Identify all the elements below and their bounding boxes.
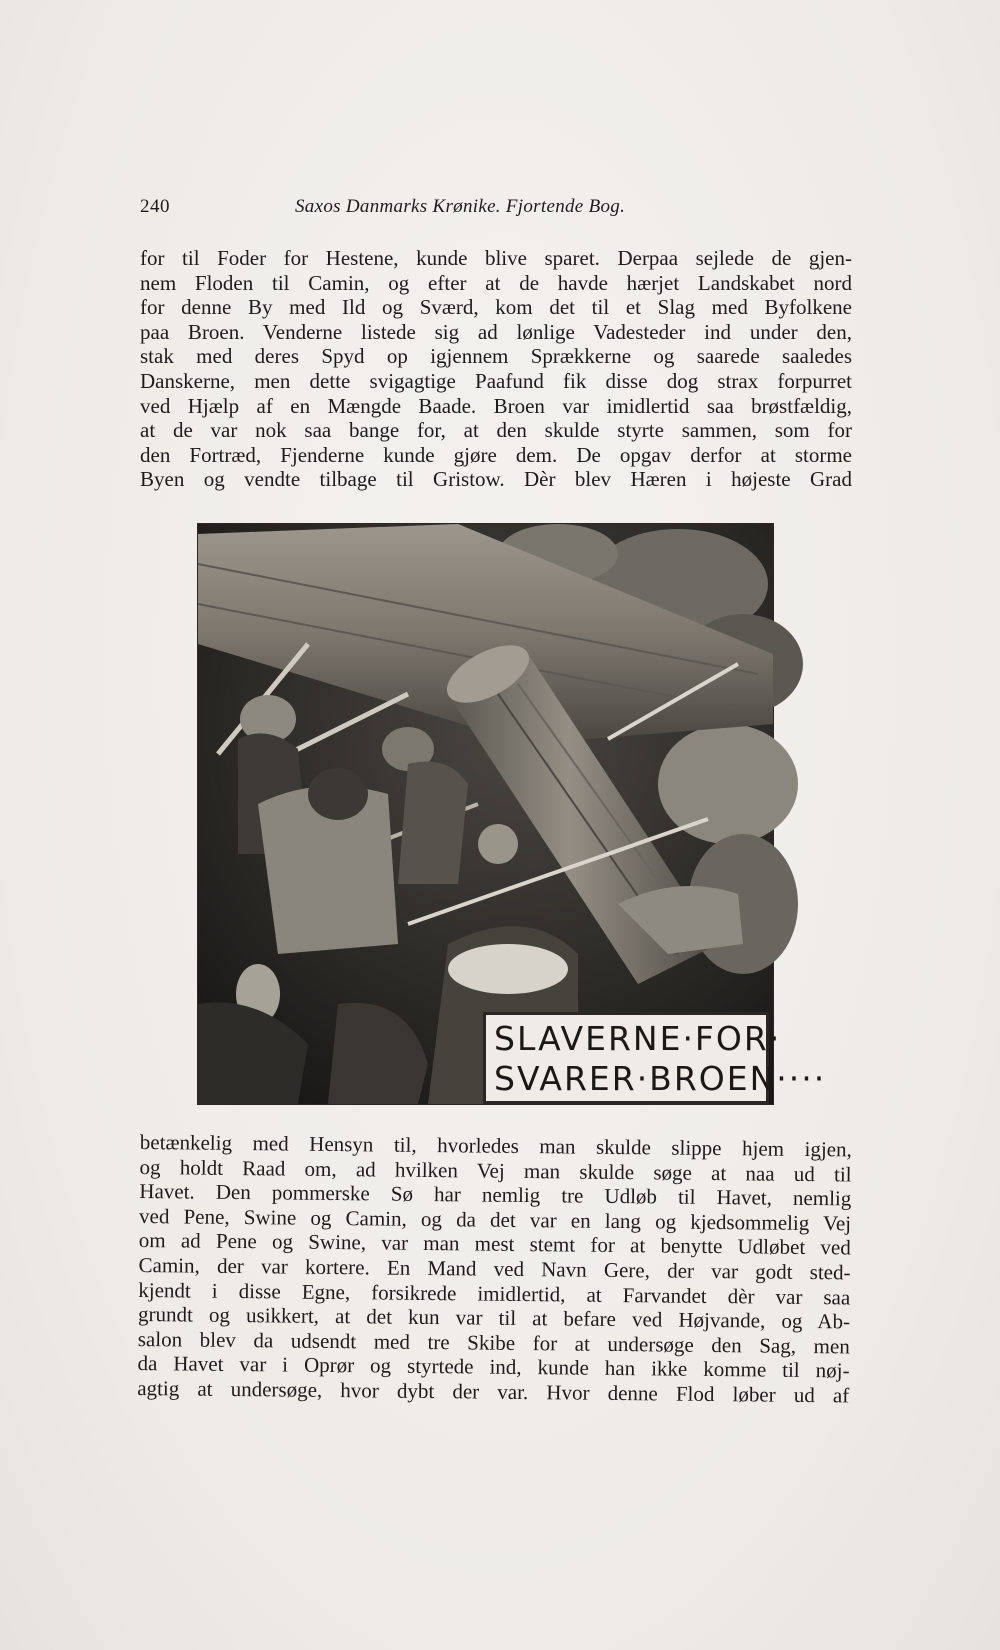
text-line: Havet. Den pommerske Sø har nemlig tre Udløb til Havet, nemlig <box>139 1179 852 1211</box>
page-number: 240 <box>140 196 170 217</box>
text-line: den Fortræd, Fjenderne kunde gjøre dem. De opgav derfor at storme <box>140 442 852 467</box>
text-line: for til Foder for Hestene, kunde blive sparet. Derpaa sejlede de gjen- <box>140 246 852 270</box>
text-line: Danskerne, men dette svigagtige Paafund fik disse dog strax forpurret <box>140 368 852 393</box>
text-line: agtig at undersøge, hvor dybt der var. Hvor denne Flod løber ud af <box>137 1375 850 1408</box>
body-text-top <box>140 246 852 492</box>
text-line: for denne By med Ild og Sværd, kom det til et Slag med Byfolkene <box>140 295 852 320</box>
text-line: Byen og vendte tilbage til Gristow. Dèr blev Hæren i højeste Grad <box>140 467 852 492</box>
caption-line-2: SVARER·BROEN···· <box>494 1059 827 1098</box>
text-line: om ad Pene og Swine, var man mest stemt for at benytte Udløbet ved <box>138 1228 851 1260</box>
text-line: paa Broen. Venderne listede sig ad lønlige Vadesteder ind under den, <box>140 319 852 344</box>
body-text-bottom <box>137 1130 852 1408</box>
text-line: ved Hjælp af en Mængde Baade. Broen var imidlertid saa brøstfældig, <box>140 393 852 418</box>
caption-line-1: SLAVERNE·FOR· <box>494 1019 782 1058</box>
illustration-plate <box>197 523 827 1105</box>
page-header <box>140 196 700 222</box>
text-line: og holdt Raad om, ad hvilken Vej man skulde søge at naa ud til <box>139 1154 852 1187</box>
text-line: nem Floden til Camin, og efter at de havde hærjet Landskabet nord <box>140 270 852 295</box>
running-head: Saxos Danmarks Krønike. Fjortende Bog. <box>295 196 626 217</box>
text-line: stak med deres Spyd op igjennem Sprækkerne og saarede saaledes <box>140 344 852 369</box>
text-line: ved Pene, Swine og Camin, og da det var en lang og kjedsommelig Vej <box>138 1203 852 1236</box>
text-line: da Havet var i Oprør og styrtede ind, kunde han ikke komme til nøj- <box>137 1351 850 1383</box>
text-line: salon blev da udsendt med tre Skibe for at undersøge den Sag, men <box>137 1326 850 1359</box>
text-line: Camin, der var kortere. En Mand ved Navn Gere, der var godt sted- <box>138 1252 851 1285</box>
text-line: kjendt i disse Egne, forsikrede imidlertid, at Farvandet dèr var saa <box>138 1277 851 1310</box>
illustration-caption-box <box>483 1012 827 1104</box>
text-line: grundt og usikkert, at det kun var til at befare ved Højvande, og Ab- <box>137 1302 851 1334</box>
text-line: betænkelig med Hensyn til, hvorledes man skulde slippe hjem igjen, <box>139 1130 852 1162</box>
text-line: at de var nok saa bange for, at den skulde styrte sammen, som for <box>140 418 852 443</box>
